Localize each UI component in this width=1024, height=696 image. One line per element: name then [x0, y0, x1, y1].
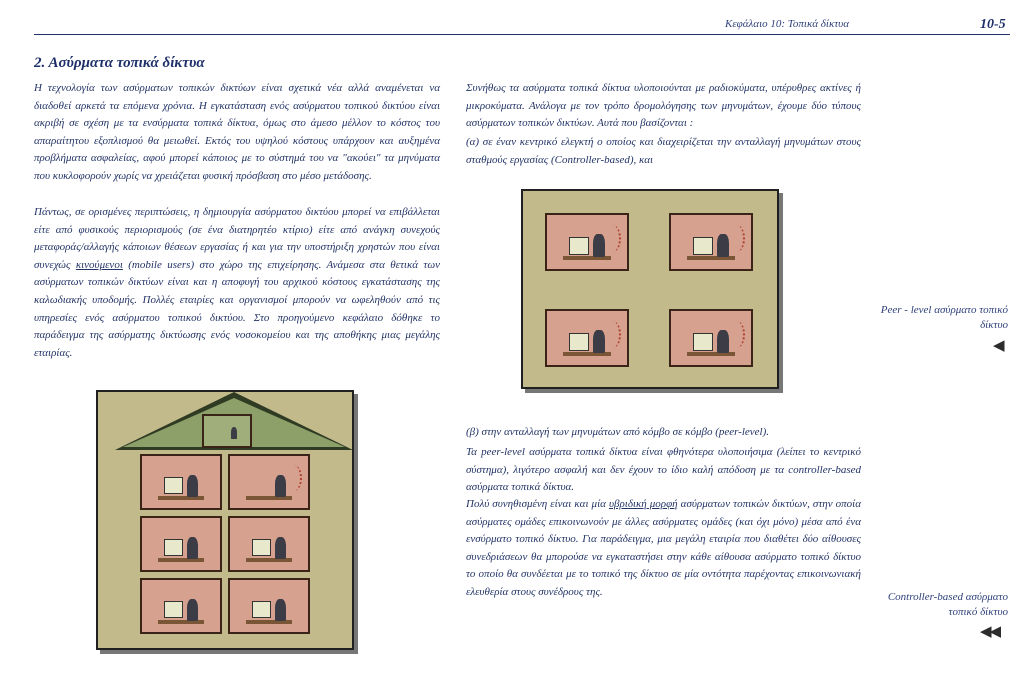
peer-station-2	[669, 213, 753, 271]
peer-station-3	[545, 309, 629, 367]
left-paragraph-2-start: Πάντως, σε ορισμένες περιπτώσεις, η δημιουργία ασύρματου δικτύου μπορεί να επιβάλλεται είτε από φυσικούς περιορισμούς (σε ένα διατηρητέο κτίριο) είτε από ανάγκη συνεχούς μεταφοράς/αλλαγής κάποιων θέσεων εργασίας ή και για την υποστήριξη χρηστών που είναι συνεχώς	[34, 206, 440, 271]
computer-icon	[693, 237, 713, 255]
right-paragraph-1: Συνήθως τα ασύρματα τοπικά δίκτυα υλοποιούνται με ραδιοκύματα, υπέρυθρες ακτίνες ή μικροκύματα. Ανάλογα με τον τρόπο δρομολόγησης των μηνυμάτων, έχουμε δύο τύπους ασύρματων τοπικών δικτύων. Αυτά που βασίζονται :	[466, 82, 861, 130]
double-arrow-left-icon: ◀◀	[980, 624, 1000, 640]
computer-icon	[164, 539, 183, 557]
single-arrow-left-icon: ◀	[993, 338, 1003, 354]
peer-level-illustration	[521, 189, 779, 389]
left-paragraph-1: Η τεχνολογία των ασύρματων τοπικών δικτύων είναι σχετικά νέα αλλά αναμένεται να διαδοθεί αρκετά τα επόμενα χρόνια. Η εγκατάσταση ενός ασύρματου τοπικού δικτύου είναι ακριβή σε σχέση με τα ενσύρματα τοπικά δίκτυα, όμως στο άμεσο μέλλον το κόστος του απαραίτητου εξοπλισμού θα μειωθεί. Εκτός του υψηλού κόστους υπάρχουν και αυξημένα προβλήματα ασφαλείας, αφού μπορεί κάποιος με το σύστημά του να "ακούει" τα μηνύματα που κυκλοφορούν χωρίς να χρειάζεται φυσική πρόσβαση στο μέσο μετάδοσης.	[34, 82, 440, 182]
computer-icon	[252, 601, 271, 619]
controller-based-building-illustration	[96, 390, 354, 650]
margin-note-peer-level	[866, 303, 1008, 333]
user-icon	[275, 599, 286, 621]
margin-note-peer-level-line-1: Peer - level ασύρματο τοπικό	[880, 304, 1008, 316]
room-1	[140, 454, 222, 510]
right-paragraph-3: (β) στην ανταλλαγή των μηνυμάτων από κόμβο σε κόμβο (peer-level).	[466, 426, 770, 438]
room-3	[140, 516, 222, 572]
left-paragraph-2	[34, 204, 440, 362]
user-icon	[593, 330, 604, 353]
right-paragraph-5-end: ασύρματων τοπικών δικτύων, στην οποία ασύρματες ομάδες επικοινωνούν με άλλες ασύρματες ομάδες (και όχι μόνο) μέσα από ένα ενσύρματο τοπικό δίκτυο. Για παράδειγμα, μια μεγάλη εταιρία που διαθέτει δύο αίθουσες συνεδριάσεων θα μπορούσε να εγκαταστήσει στην κάθε αίθουσα ασύρματο τοπικό δίκτυο το οποίο θα συνδέεται με το τοπικό της δίκτυο σε μία οντότητα παρέχοντας επικοινωνιακή ελευθερία στους συνέδρους της.	[466, 498, 861, 598]
room-4	[228, 516, 310, 572]
right-paragraph-2: (α) σε έναν κεντρικό ελεγκτή ο οποίος και διαχειρίζεται την ανταλλαγή μηνυμάτων στους σταθμούς εργασίας (Controller-based), και	[466, 136, 861, 166]
margin-note-controller-based-line-2: τοπικό δίκτυο	[948, 606, 1008, 618]
underlined-term-hybrid: υβριδική μορφή	[608, 498, 678, 510]
margin-note-controller-based	[866, 590, 1008, 620]
computer-icon	[693, 333, 713, 351]
wireless-signal-icon	[728, 321, 744, 348]
chapter-header: Κεφάλαιο 10: Τοπικά δίκτυα	[725, 18, 849, 30]
right-paragraph-4: Τα peer-level ασύρματα τοπικά δίκτυα είναι φθηνότερα υλοποιήσιμα (λείπει το κεντρικό σύστημα), λιγότερο ασφαλή και δεν έχουν το ίδιο καλή απόδοση με τα controller-based ασύρματα τοπικά δίκτυα.	[466, 446, 861, 494]
right-paragraph-5	[466, 496, 861, 602]
right-paragraph-5-start: Πολύ συνηθισμένη είναι και μία	[466, 498, 609, 510]
computer-icon	[164, 601, 183, 619]
user-icon	[187, 599, 198, 621]
room-5	[140, 578, 222, 634]
room-2	[228, 454, 310, 510]
central-controller-room	[202, 414, 252, 448]
computer-icon	[252, 539, 271, 557]
user-icon	[275, 537, 286, 559]
left-paragraph-2-end: (mobile users) στο χώρο της επιχείρησης. Ανάμεσα στα θετικά των ασύρματων τοπικών δικτύων είναι και η αποφυγή του αρχικού κόστους εγκατάστασης της καλωδιακής υποδομής. Πολλές εταιρίες και οργανισμοί μπορούν να ωφεληθούν από τις υπηρεσίες ενός ασύρματου τοπικού δικτύου. Στο προηγούμενο κεφάλαιο δόθηκε το παράδειγμα της ασύρματης δικτύωσης ενός νοσοκομείου και της αποθήκης μιας μεγάλης εταιρίας.	[34, 258, 440, 359]
wireless-signal-icon	[728, 225, 744, 252]
wireless-signal-icon	[604, 225, 620, 252]
header-rule	[34, 34, 1010, 35]
controller-person-icon	[231, 427, 237, 440]
peer-station-4	[669, 309, 753, 367]
user-icon	[717, 330, 728, 353]
page-number: 10-5	[980, 17, 1006, 32]
user-icon	[275, 475, 286, 497]
room-6	[228, 578, 310, 634]
computer-icon	[569, 333, 589, 351]
computer-icon	[569, 237, 589, 255]
user-icon	[187, 475, 198, 497]
user-icon	[593, 234, 604, 257]
margin-note-controller-based-line-1: Controller-based ασύρματο	[887, 591, 1008, 603]
wireless-signal-icon	[286, 465, 302, 491]
peer-station-1	[545, 213, 629, 271]
user-icon	[187, 537, 198, 559]
section-title: 2. Ασύρματα τοπικά δίκτυα	[34, 55, 205, 71]
margin-note-peer-level-line-2: δίκτυο	[980, 319, 1008, 331]
underlined-term-mobile: κινούμενοι	[75, 258, 123, 271]
wireless-signal-icon	[604, 321, 620, 348]
computer-icon	[164, 477, 183, 495]
user-icon	[717, 234, 728, 257]
